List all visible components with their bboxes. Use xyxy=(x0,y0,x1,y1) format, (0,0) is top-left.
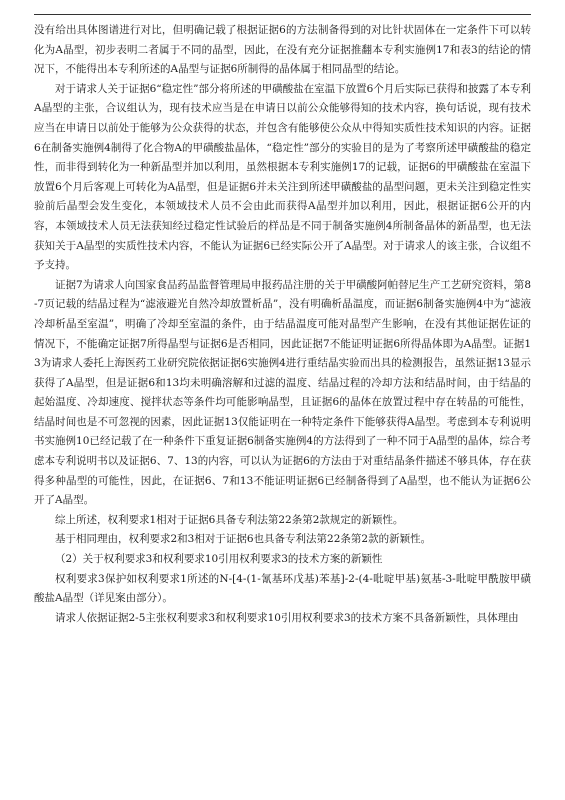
header-rule xyxy=(34,14,531,15)
paragraph-conclusion-claim-1: 综上所述，权利要求1相对于证据6具备专利法第22条第2款规定的新颖性。 xyxy=(55,513,404,526)
paragraph-claim-3: 权利要求3保护如权利要求1所述的N-[4-(1-氰基环戊基)苯基]-2-(4-吡啶甲基)氨基-3-吡啶甲酰胺甲磺酸盐A晶型（详见案由部分）。 xyxy=(34,572,531,605)
section-heading-claims-3-10: （2）关于权利要求3和权利要求10引用权利要求3的技术方案的新颖性 xyxy=(55,553,383,566)
paragraph-stability-argument: 对于请求人关于证据6“稳定性”部分将所述的甲磺酸盐在室温下放置6个月后实际已获得和披露了本专利A晶型的主张，合议组认为，现有技术应当是在申请日以前公众能够得知的技术内容，换句话说，现有技术应当在申请日以前处于能够为公众获得的状态，并包含有能够使公众从中得知实质性技术知识的内容。证据6在制备实施例4制得了化合物A的甲磺酸盐晶体，“稳定性”部分的实验目的是为了考察所述甲磺酸盐的稳定性，而非得到转化为一种新晶型并加以利用，虽然根据本专利实施例17的记载，证据6的甲磺酸盐在室温下放置6个月后客观上可转化为A晶型，但是证据6并未关注到所述甲磺酸盐的晶型问题，更未关注到稳定性实验前后晶型会发生变化，本领域技术人员不会由此而获得A晶型并加以利用，因此，根据证据6公开的内容，本领域技术人员无法获知经过稳定性试验后的样品是不同于制备实施例4所制备晶体的新晶型，也无法获知关于A晶型的实质性技术内容，不能认为证据6已经实际公开了A晶型。对于请求人的该主张，合议组不予支持。 xyxy=(34,82,531,272)
paragraph-continued: 没有给出具体图谱进行对比，但明确记载了根据证据6的方法制备得到的对比针状固体在一定条件下可以转化为A晶型，初步表明二者属于不同的晶型，因此，在没有充分证据推翻本专利实施例17和表3的结论的情况下，不能得出本专利所述的A晶型与证据6所制得的晶体属于相同晶型的结论。 xyxy=(34,24,531,76)
paragraph-evidence-7-13: 证据7为请求人向国家食品药品监督管理局申报药品注册的关于甲磺酸阿帕替尼生产工艺研究资料，第8-7页记载的结晶过程为“滤液避光自然冷却放置析晶”，没有明确析晶温度，而证据6制备实施例4中为“滤液冷却析晶至室温”，明确了冷却至室温的条件，由于结晶温度可能对晶型产生影响，在没有其他证据佐证的情况下，不能确定证据7所得晶型与证据6是否相同，因此证据7不能证明证据6所得晶体即为A晶型。证据13为请求人委托上海医药工业研究院依据证据6实施例4进行重结晶实验而出具的检测报告，虽然证据13显示获得了A晶型，但是证据6和13均未明确溶解和过滤的温度、结晶过程的冷却方法和结晶时间，由于结晶的起始温度、冷却速度、搅拌状态等条件均可能影响晶型，且证据6的晶体在放置过程中存在转晶的可能性，结晶时间也是不可忽视的因素，因此证据13仅能证明在一种特定条件下能够获得A晶型。考虑到本专利说明书实施例10已经记载了在一种条件下重复证据6制备实施例4的方法得到了一种不同于A晶型的晶体，综合考虑本专利说明书以及证据6、7、13的内容，可以认为证据6的方法由于对重结晶条件描述不够具体，存在获得多种晶型的可能性，因此，在证据6、7和13不能证明证据6已经制备得到了A晶型，也不能认为证据6公开了A晶型。 xyxy=(34,278,531,507)
paragraph-requester-basis: 请求人依据证据2-5主张权利要求3和权利要求10引用权利要求3的技术方案不具备新颖性，具体理由 xyxy=(55,611,519,624)
paragraph-conclusion-claims-2-3: 基于相同理由，权利要求2和3相对于证据6也具备专利法第22条第2款的新颖性。 xyxy=(55,533,432,546)
